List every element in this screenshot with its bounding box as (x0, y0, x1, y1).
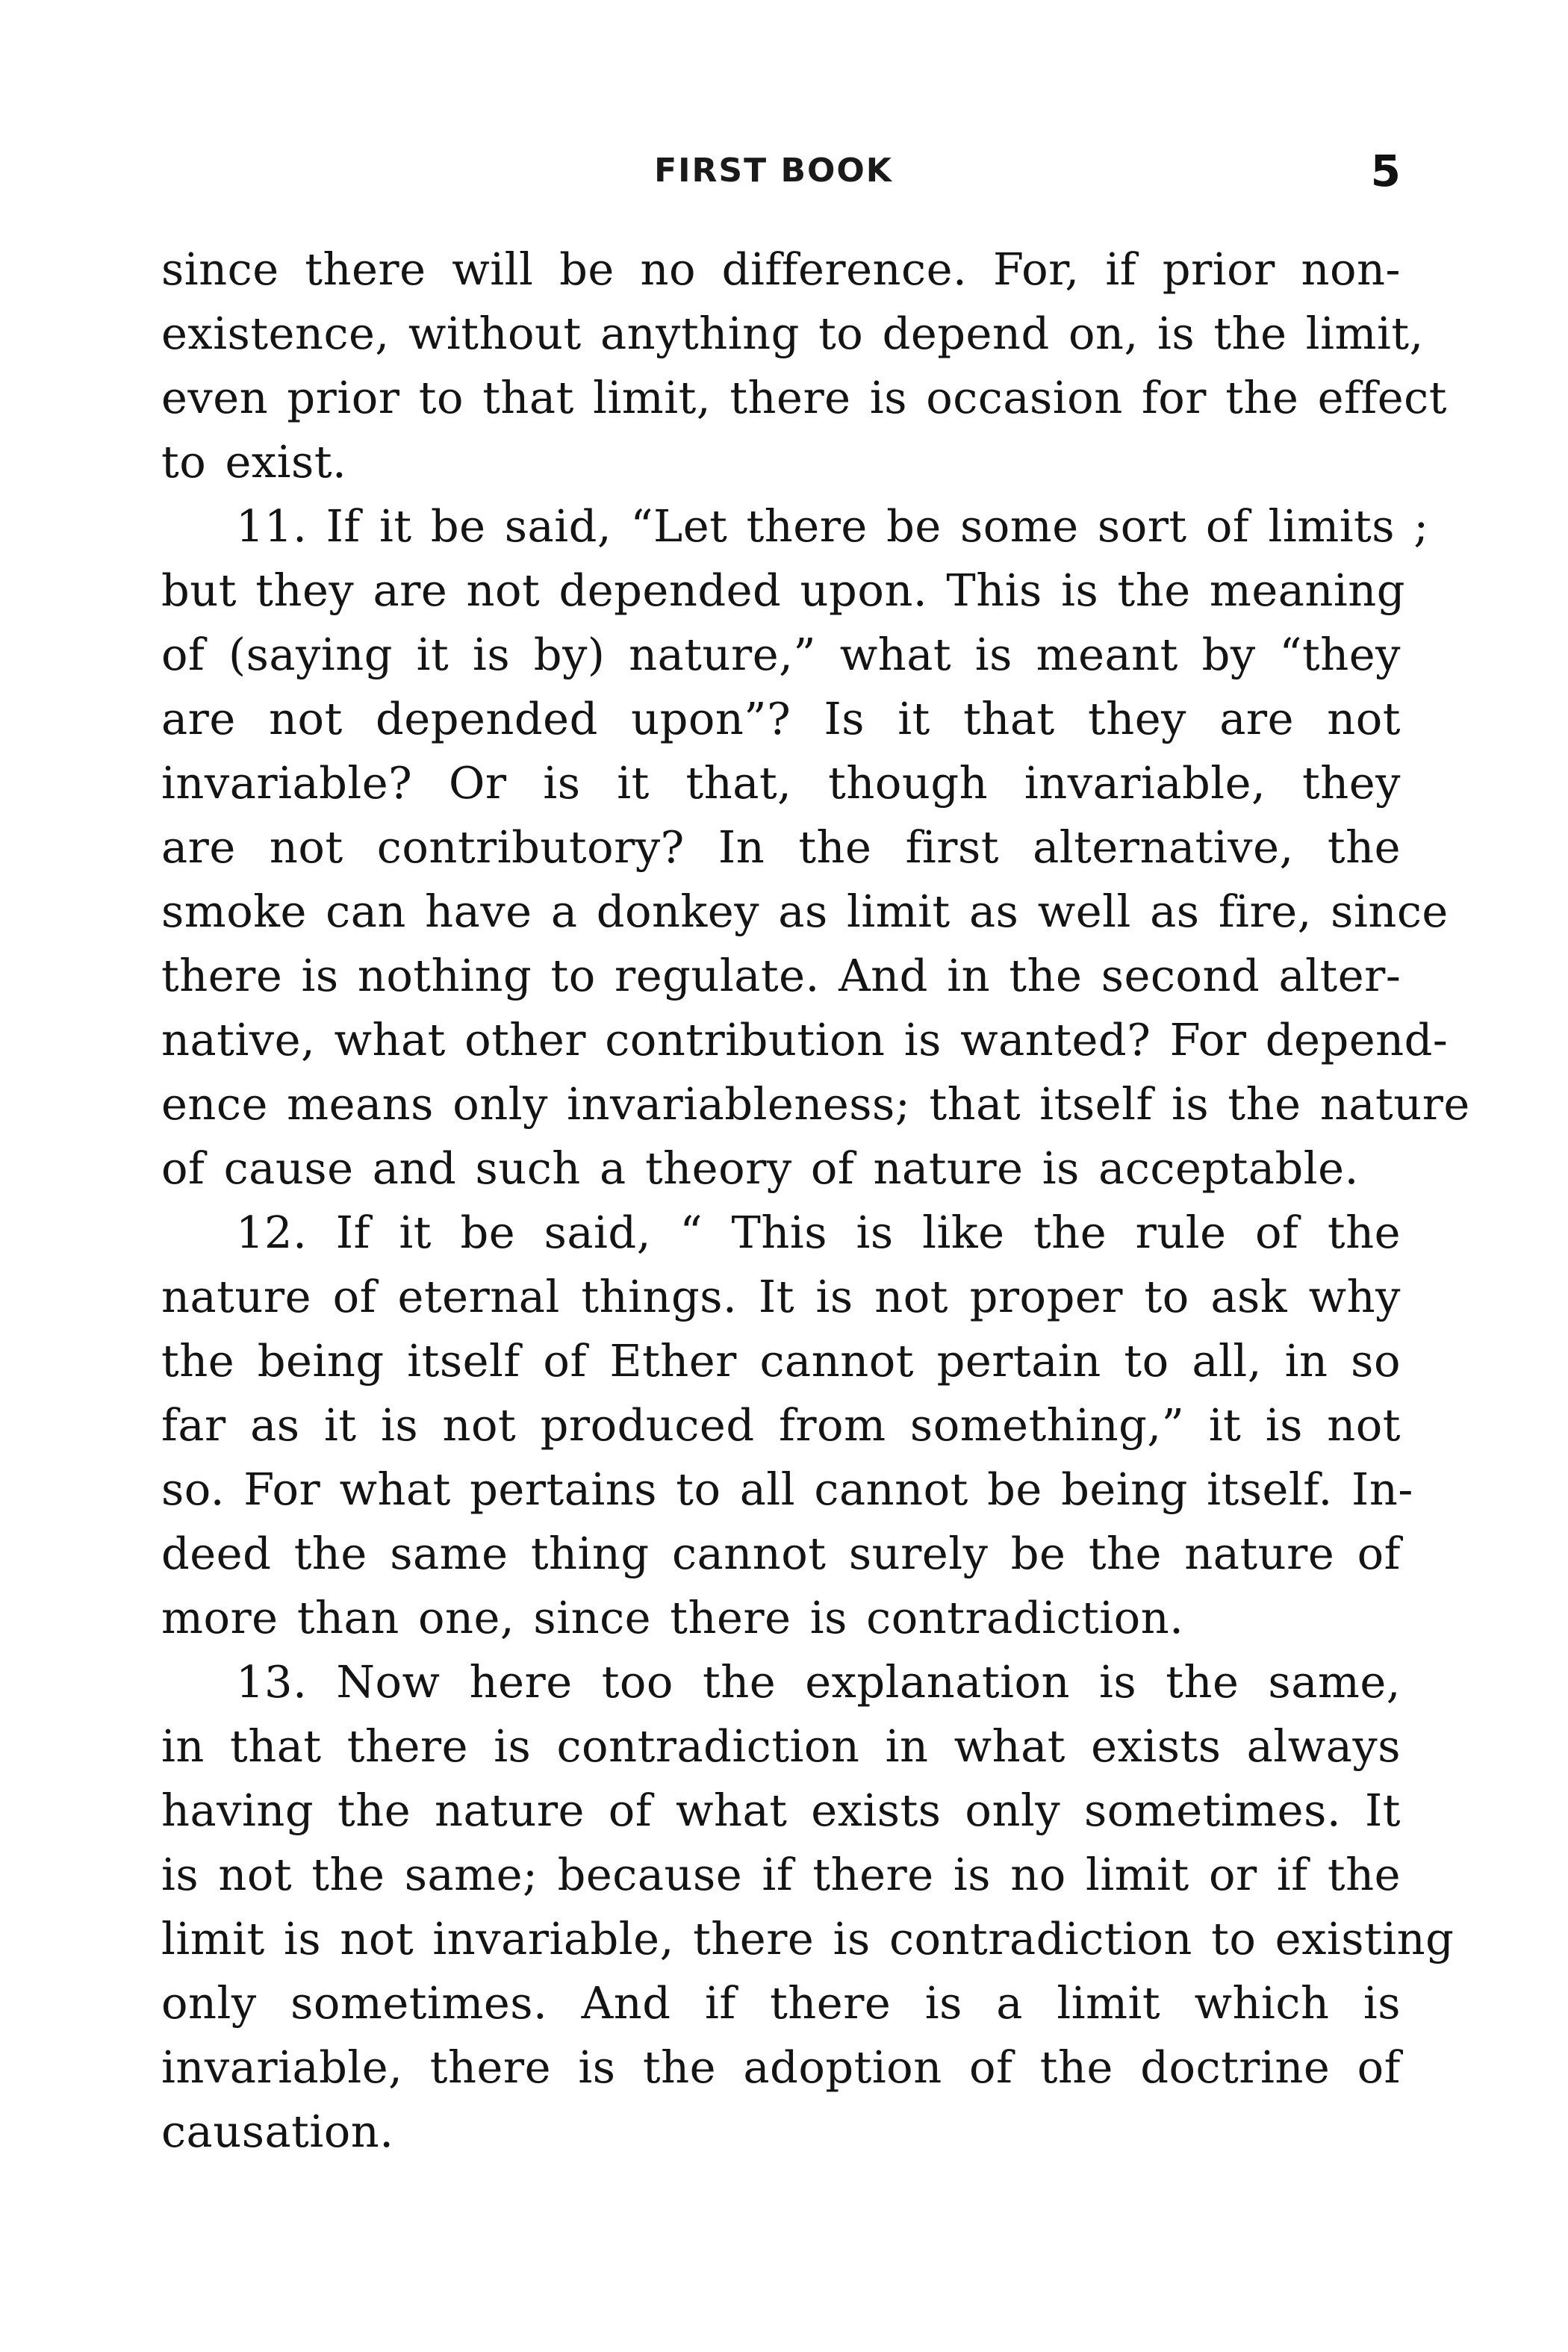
text-line: in that there is contradiction in what exists always (161, 1720, 1401, 1772)
text-line: are not contributory? In the first alternative, the (161, 821, 1401, 873)
text-line: are not depended upon”? Is it that they are not (161, 693, 1401, 744)
text-line: so. For what pertains to all cannot be being itself. In- (161, 1463, 1413, 1515)
text-line: smoke can have a donkey as limit as well as fire, since (161, 886, 1449, 937)
running-head (161, 146, 1401, 205)
text-line: only sometimes. And if there is a limit which is (161, 1977, 1401, 2029)
text-line: deed the same thing cannot surely be the nature of (161, 1528, 1401, 1579)
text-line: native, what other contribution is wanted? For depend- (161, 1014, 1449, 1065)
text-line: even prior to that limit, there is occasion for the effect (161, 372, 1447, 423)
text-line: nature of eternal things. It is not proper to ask why (161, 1271, 1401, 1322)
text-line: but they are not depended upon. This is the meaning (161, 564, 1406, 616)
text-line: having the nature of what exists only sometimes. It (161, 1785, 1401, 1836)
paragraph-end-line: to exist. (161, 436, 347, 488)
text-line: existence, without anything to depend on, is the limit, (161, 308, 1424, 359)
paragraph-12-start: 12. If it be said, “ This is like the rule of the (236, 1207, 1401, 1258)
text-line: is not the same; because if there is no limit or if the (161, 1849, 1401, 1900)
paragraph-13-start: 13. Now here too the explanation is the same, (236, 1656, 1401, 1708)
text-line: invariable, there is the adoption of the doctrine of (161, 2041, 1401, 2093)
text-line: there is nothing to regulate. And in the second alter- (161, 950, 1401, 1001)
text-line: far as it is not produced from something,” it is not (161, 1399, 1401, 1451)
paragraph-end-line: of cause and such a theory of nature is acceptable. (161, 1142, 1359, 1194)
text-line: of (saying it is by) nature,” what is meant by “they (161, 629, 1401, 680)
paragraph-end-line: causation. (161, 2106, 394, 2157)
running-title: FIRST BOOK (654, 152, 893, 190)
paragraph-end-line: more than one, since there is contradiction. (161, 1592, 1184, 1643)
page-number: 5 (1370, 146, 1401, 196)
text-line: limit is not invariable, there is contradiction to existing (161, 1913, 1455, 1964)
body-text (161, 237, 1470, 2164)
text-line: the being itself of Ether cannot pertain to all, in so (161, 1335, 1401, 1387)
text-line: invariable? Or is it that, though invariable, they (161, 757, 1401, 809)
paragraph-11-start: 11. If it be said, “Let there be some sort of limits ; (236, 500, 1429, 552)
text-line: ence means only invariableness; that itself is the nature (161, 1078, 1470, 1130)
text-line: since there will be no difference. For, if prior non- (161, 243, 1401, 295)
